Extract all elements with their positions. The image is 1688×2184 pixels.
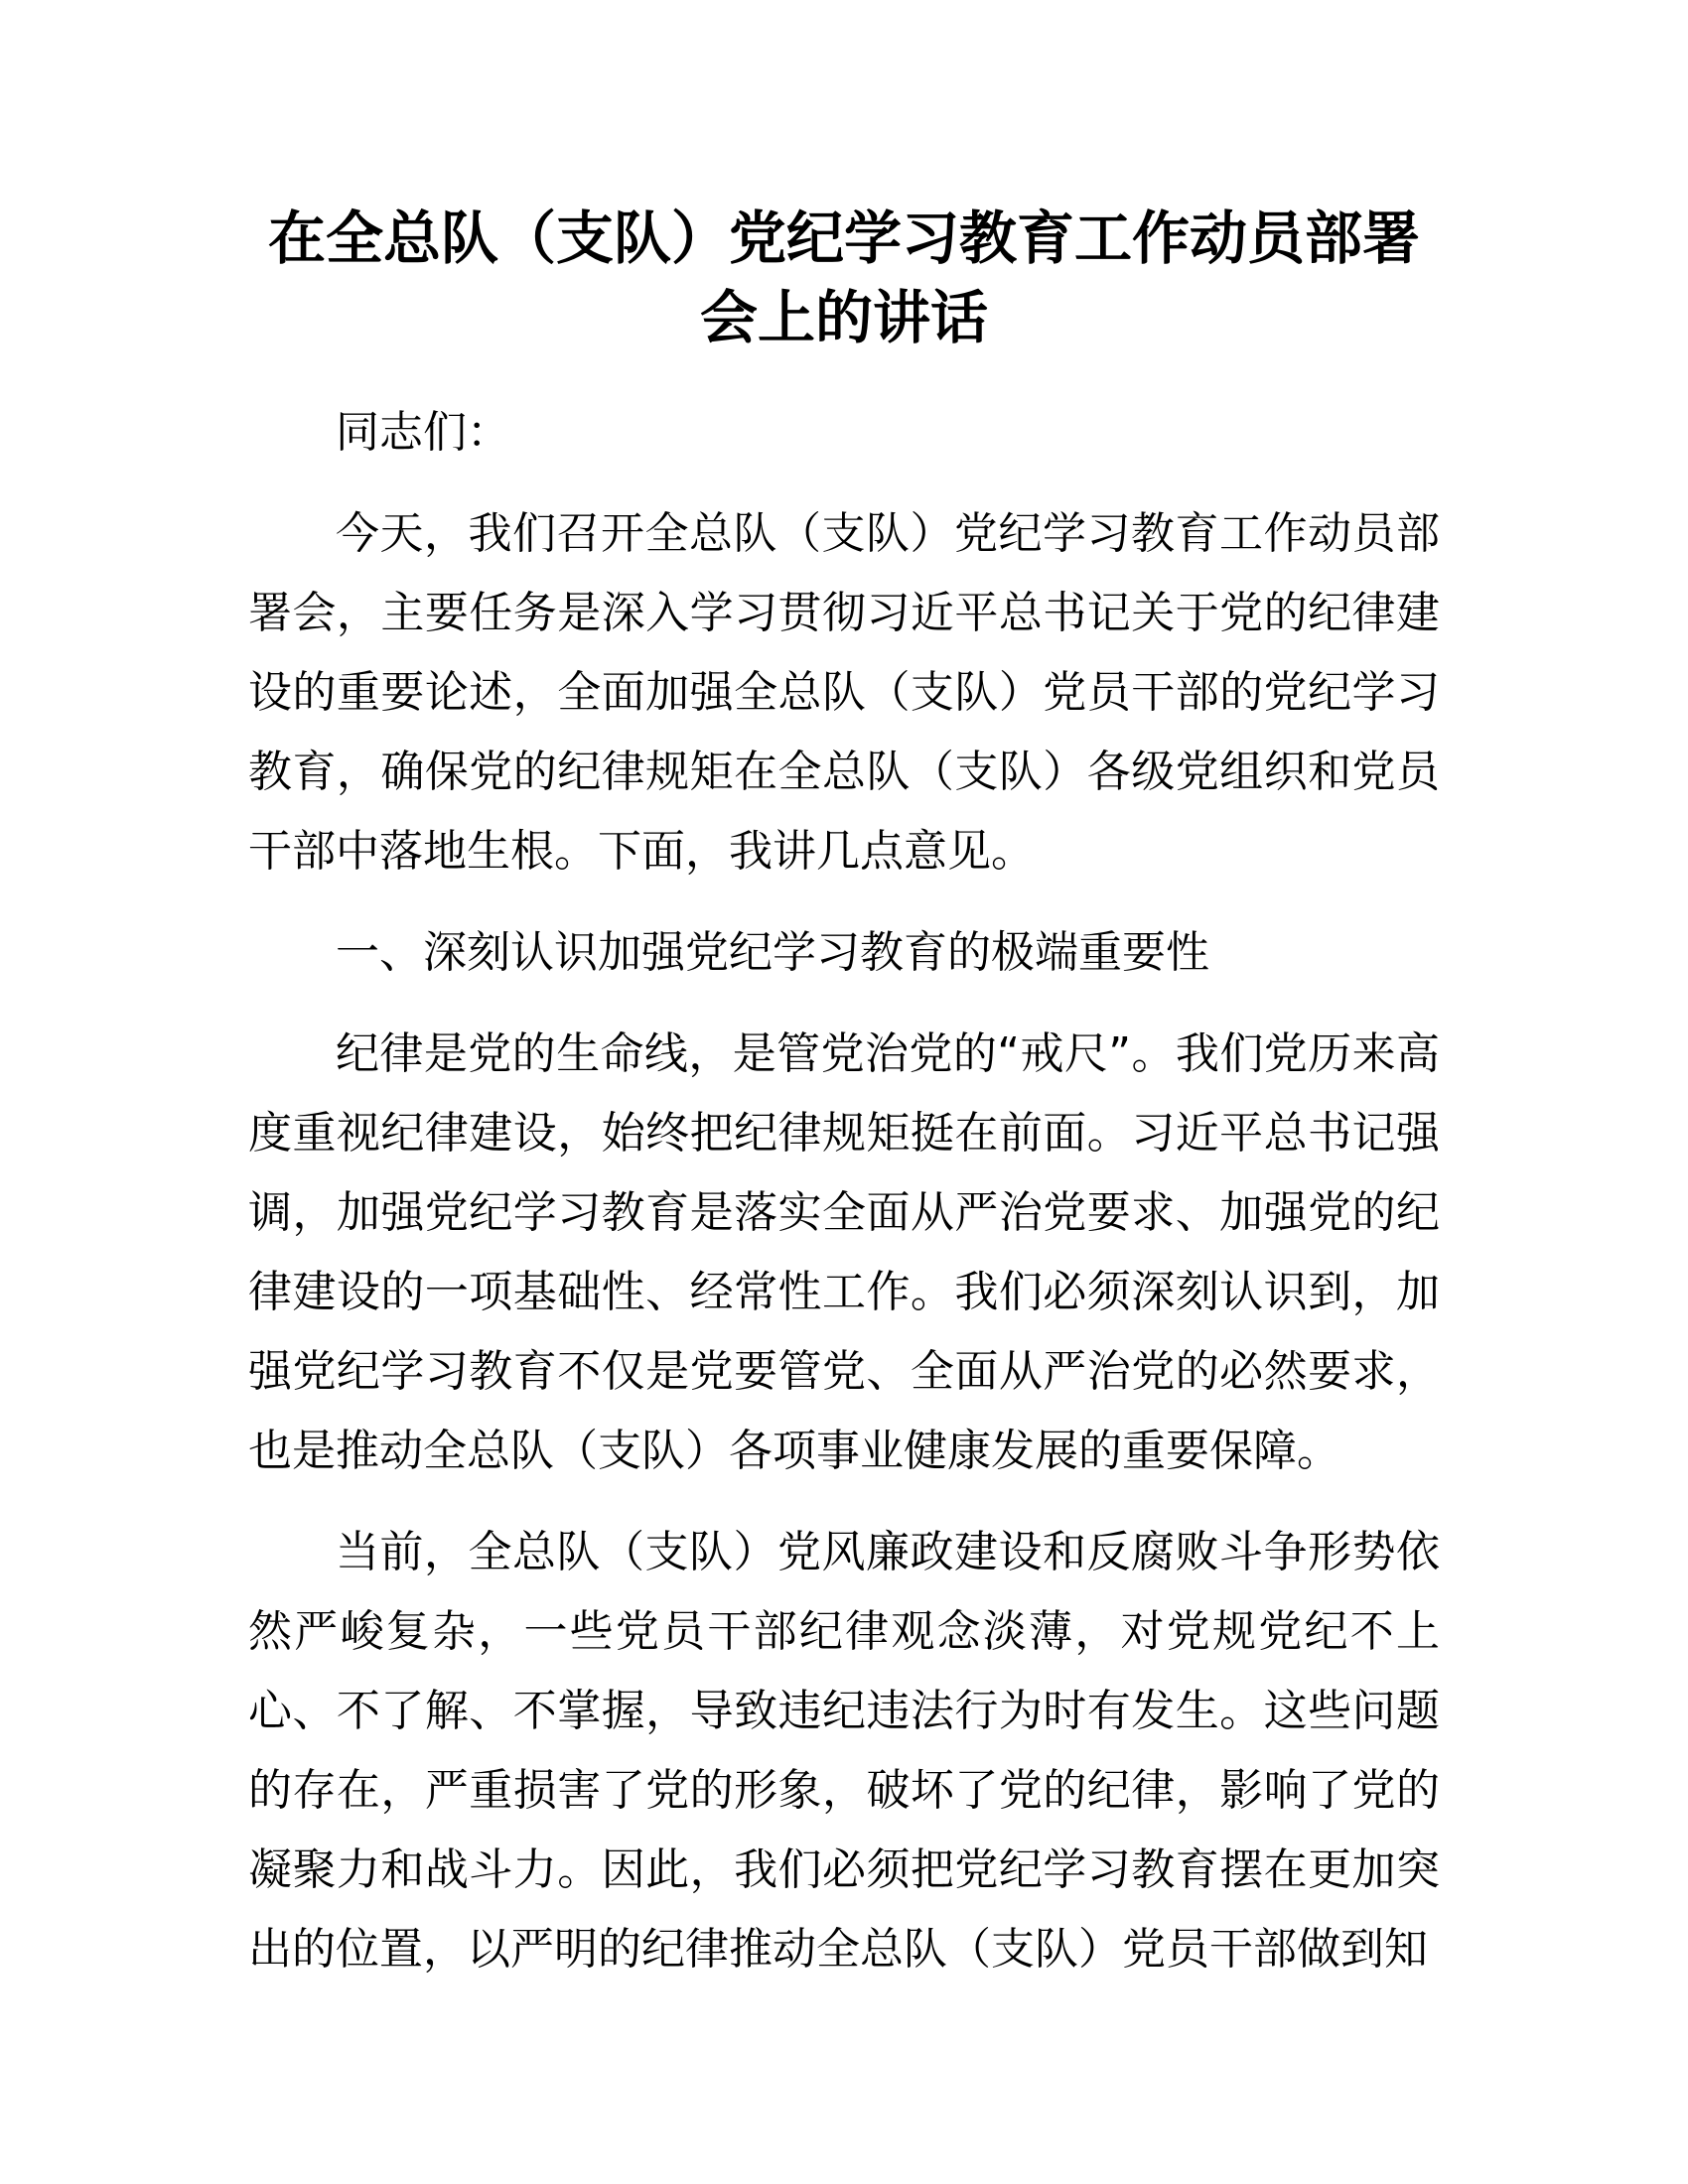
paragraph: 纪律是党的生命线，是管党治党的“戒尺”。我们党历来高度重视纪律建设，始终把纪律规矩挺在前面。习近平总书记强调，加强党纪学习教育是落实全面从严治党要求、加强党的纪律建设的一项基础性、经常性工作。我们必须深刻认识到，加强党纪学习教育不仅是党要管党、全面从严治党的必然要求，也是推动全总队（支队）各项事业健康发展的重要保障。 xyxy=(248,1028,1440,1476)
salutation: 同志们： xyxy=(336,407,510,458)
section-heading: 一、深刻认识加强党纪学习教育的极端重要性 xyxy=(336,927,1209,978)
paragraph: 今天，我们召开全总队（支队）党纪学习教育工作动员部署会，主要任务是深入学习贯彻习近平总书记关于党的纪律建设的重要论述，全面加强全总队（支队）党员干部的党纪学习教育，确保党的纪律规矩在全总队（支队）各级党组织和党员干部中落地生根。下面，我讲几点意见。 xyxy=(248,508,1440,877)
document-content xyxy=(248,0,1440,2011)
document-title: 在全总队（支队）党纪学习教育工作动员部署会上的讲话 xyxy=(267,205,1420,351)
paragraph: 当前，全总队（支队）党风廉政建设和反腐败斗争形势依然严峻复杂，一些党员干部纪律观念淡薄，对党规党纪不上心、不了解、不掌握，导致违纪违法行为时有发生。这些问题的存在，严重损害了党的形象，破坏了党的纪律，影响了党的凝聚力和战斗力。因此，我们必须把党纪学习教育摆在更加突出的位置，以严明的纪律推动全总队（支队）党员干部做到知 xyxy=(248,1527,1440,1975)
